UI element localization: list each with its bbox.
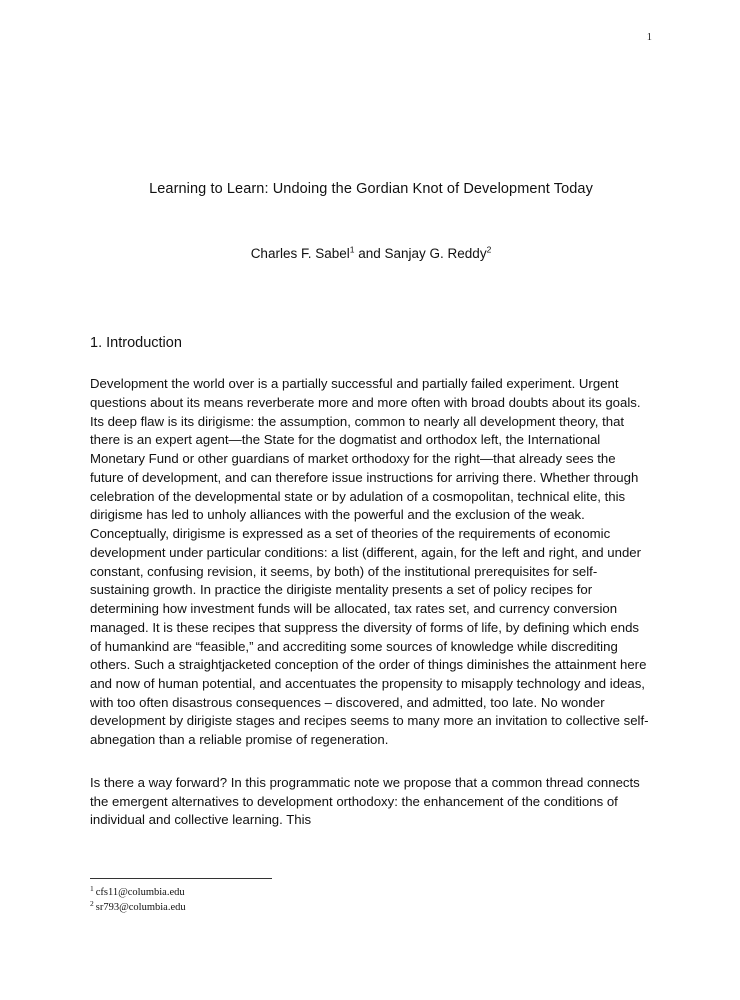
paragraph-two: Is there a way forward? In this programmatic note we propose that a common thread connects the emergent alternatives to development orthodoxy: the enhancement of the conditions of individual and collective learning. This — [90, 774, 640, 828]
footnote-separator-rule — [90, 878, 272, 879]
page-title: Learning to Learn: Undoing the Gordian Knot of Development Today — [149, 181, 593, 197]
document-content — [90, 180, 652, 843]
author-one-footnote-marker: 1 — [349, 244, 355, 255]
author-two-footnote-marker: 2 — [486, 244, 492, 255]
footnote-marker: 1 — [90, 883, 94, 893]
paragraph-one: Development the world over is a partially successful and partially failed experiment. Urgent questions about its means reverberate more and more often with broad doubts about its goals. Its deep flaw is its dirigisme: the assumption, common to nearly all development theory, that there is an expert agent—the State for the dogmatist and orthodox left, the International Monetary Fund or other guardians of market orthodoxy for the right—that already sees the future of development, and can therefore issue instructions for arriving there. Whether through celebration of the developmental state or by adulation of a cosmopolitan, technical elite, this dirigisme has led to unholy alliances with the powerful and the exclusion of the weak. Conceptually, dirigisme is expressed as a set of theories of the requirements of economic development under particular conditions: a list (different, again, for the left and right, and under constant, confusing revision, it seems, by both) of the institutional prerequisites for self-sustaining growth. In practice the dirigiste mentality presents a set of policy recipes for determining how investment funds will be allocated, tax rates set, and currency conversion managed. It is these recipes that suppress the diversity of forms of life, by defining which ends of humankind are “feasible,” and accrediting some sources of knowledge while discrediting others. Such a straightjacketed conception of the order of things diminishes the attainment here and now of human potential, and accentuates the propensity to misapply technology and ideas, with too often disastrous consequences – discovered, and admitted, too late. No wonder development by dirigiste stages and recipes seems to many more an invitation to collective self-abnegation than a reliable promise of regeneration. — [90, 376, 649, 748]
author-one: Charles F. Sabel — [250, 245, 350, 261]
footnote-item — [90, 885, 652, 900]
author-conjunction: and Sanjay G. Reddy — [354, 245, 487, 261]
footnote-text: sr793@columbia.edu — [95, 902, 186, 914]
page-number: 1 — [646, 32, 652, 43]
author-line — [90, 245, 652, 263]
footnote-area — [90, 878, 652, 915]
section-heading-introduction: 1. Introduction — [90, 335, 182, 352]
footnote-item — [90, 900, 652, 915]
footnote-marker: 2 — [90, 898, 94, 908]
footnote-text: cfs11@columbia.edu — [95, 887, 185, 898]
